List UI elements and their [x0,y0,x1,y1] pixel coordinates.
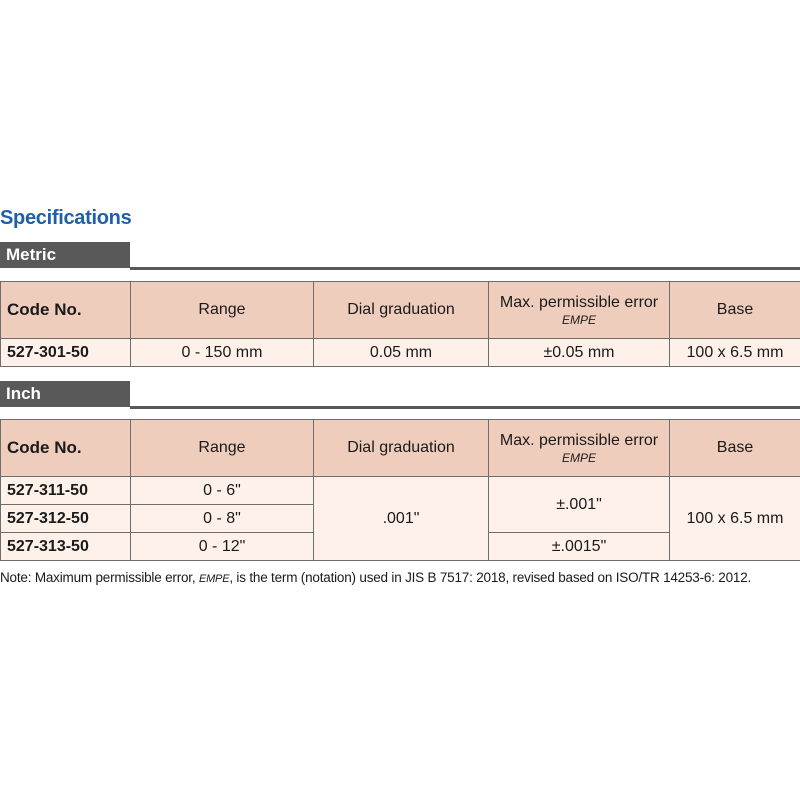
table-header-row [1,420,800,477]
metric-label: Metric [0,242,130,268]
header-dial: Dial graduation [314,420,489,477]
section-divider [130,406,800,409]
cell-range: 0 - 150 mm [131,339,314,367]
cell-mpe: ±.0015" [489,533,670,561]
cell-mpe: ±.001" [489,477,670,533]
footnote-term: EMPE [198,573,230,585]
table-header-row [1,282,800,339]
cell-base: 100 x 6.5 mm [670,339,800,367]
cell-mpe: ±0.05 mm [489,339,670,367]
cell-code: 527-311-50 [1,477,131,505]
header-code: Code No. [1,420,131,477]
cell-dial: .001" [314,477,489,561]
header-base: Base [670,282,800,339]
inch-label: Inch [0,381,130,407]
section-divider [130,267,800,270]
header-mpe [489,282,670,339]
header-mpe-line1: Max. permissible error [499,431,659,449]
cell-code: 527-312-50 [1,505,131,533]
header-mpe-line2: EMPE [561,450,596,465]
cell-range: 0 - 12" [131,533,314,561]
cell-code: 527-313-50 [1,533,131,561]
header-range: Range [131,282,314,339]
cell-dial: 0.05 mm [314,339,489,367]
table-row [1,477,800,505]
header-mpe-line2: EMPE [561,312,596,327]
cell-code: 527-301-50 [1,339,131,367]
header-range: Range [131,420,314,477]
footnote-before: Note: Maximum permissible error, [0,570,199,585]
page-title: Specifications [0,207,132,229]
inch-spec-table [0,419,800,561]
header-mpe [489,420,670,477]
header-mpe-line1: Max. permissible error [499,293,659,311]
metric-spec-table [0,281,800,367]
cell-range: 0 - 8" [131,505,314,533]
footnote [0,570,751,585]
footnote-after: , is the term (notation) used in JIS B 7517: 2018, revised based on ISO/TR 14253-6: 2012. [229,570,752,585]
header-dial: Dial graduation [314,282,489,339]
table-row [1,339,800,367]
header-base: Base [670,420,800,477]
cell-range: 0 - 6" [131,477,314,505]
header-code: Code No. [1,282,131,339]
cell-base: 100 x 6.5 mm [670,477,800,561]
